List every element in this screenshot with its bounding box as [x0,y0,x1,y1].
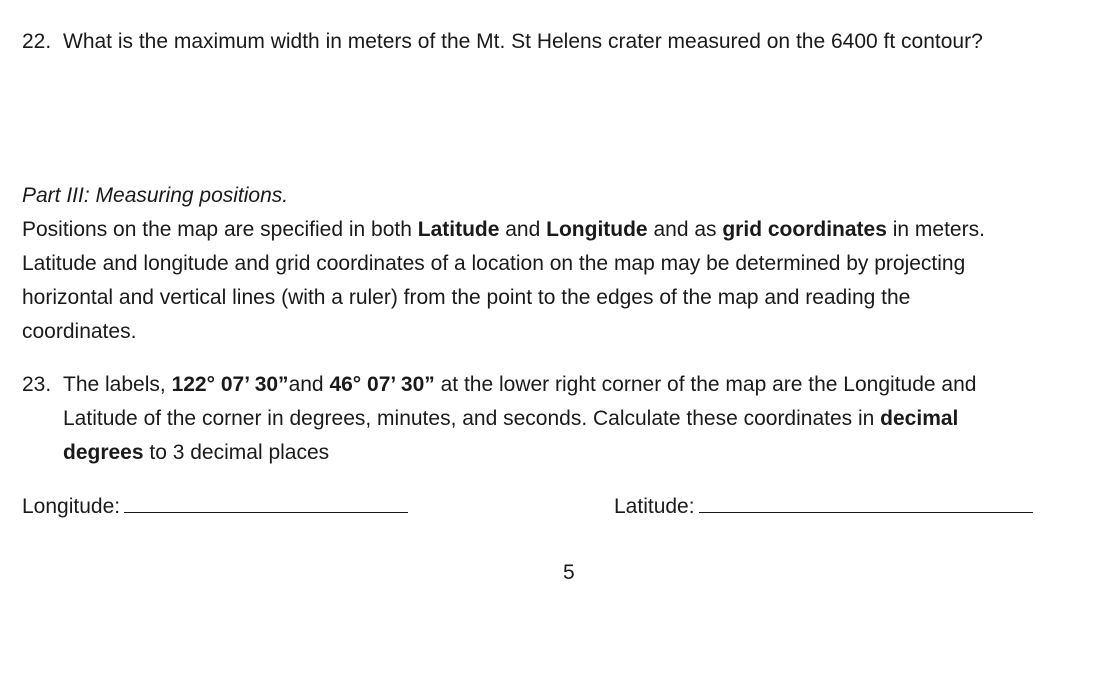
part-3-heading [22,184,288,208]
question-23-line-3 [63,441,329,465]
question-23-text: to 3 decimal places [143,441,330,464]
question-23-number: 23. [22,373,52,396]
latitude-label: Latitude: [614,495,695,518]
page-number: 5 [563,561,575,584]
question-23-text: at the lower right corner of the map are the Longitude and [434,373,977,396]
paragraph-text: and as [647,218,723,241]
latitude-answer-blank[interactable] [699,511,1033,513]
longitude-label: Longitude: [22,495,121,518]
question-23-text: and [288,373,330,396]
part-3-heading-text: Part III: Measuring positions. [22,184,289,207]
longitude-term: Longitude [546,218,648,241]
part-3-paragraph-line-1 [22,218,985,242]
paragraph-text: in meters. [886,218,985,241]
question-23-line-2 [63,407,958,431]
latitude-term: Latitude [417,218,500,241]
decimal-term: decimal [880,407,959,430]
part-3-paragraph-line-4: coordinates. [22,320,137,343]
degrees-term: degrees [63,441,144,464]
longitude-answer-blank[interactable] [124,511,408,513]
grid-coordinates-term: grid coordinates [722,218,887,241]
latitude-answer [614,495,1033,519]
part-3-paragraph-line-2: Latitude and longitude and grid coordinates of a location on the map may be determined by projecting [22,252,966,275]
question-23-text: Latitude of the corner in degrees, minutes, and seconds. Calculate these coordinates in [63,407,881,430]
latitude-value: 46° 07’ 30” [329,373,435,396]
question-22 [22,30,983,54]
question-22-text: What is the maximum width in meters of the Mt. St Helens crater measured on the 6400 ft contour? [63,30,983,53]
question-22-number: 22. [22,30,52,53]
longitude-value: 122° 07’ 30” [171,373,289,396]
part-3-paragraph-line-3: horizontal and vertical lines (with a ruler) from the point to the edges of the map and reading the [22,286,911,309]
longitude-answer [22,495,408,519]
question-23-line-1 [22,373,976,397]
question-23-text: The labels, [63,373,172,396]
paragraph-text: and [499,218,547,241]
paragraph-text: Positions on the map are specified in both [22,218,418,241]
